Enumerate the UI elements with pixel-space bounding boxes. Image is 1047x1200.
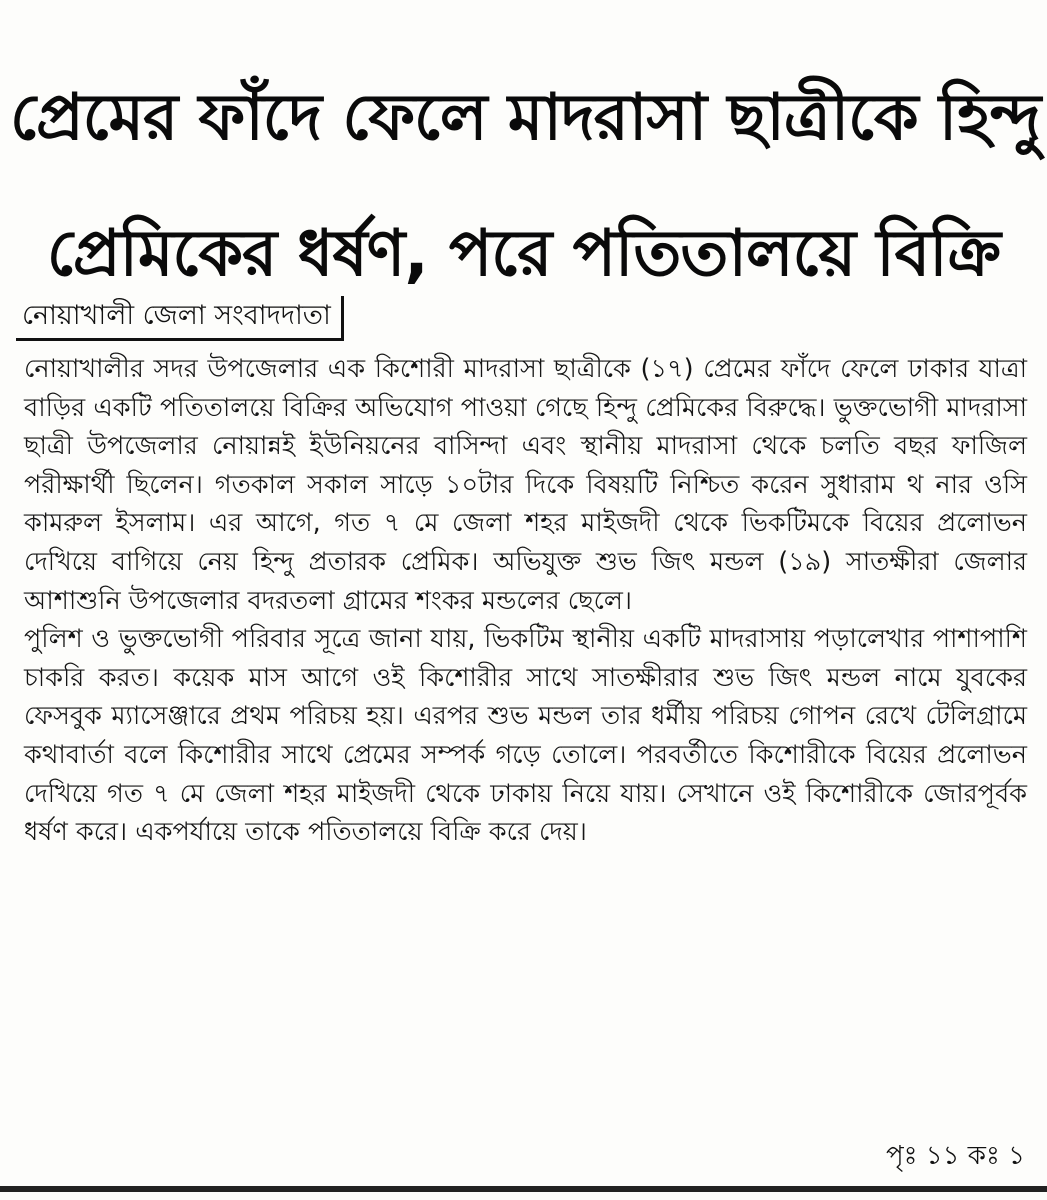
headline-line-1: প্রেমের ফাঁদে ফেলে মাদরাসা ছাত্রীকে হিন্দু: [10, 81, 1041, 155]
bottom-rule: [0, 1186, 1047, 1192]
byline: নোয়াখালী জেলা সংবাদদাতা: [16, 296, 344, 341]
continuation-reference: পৃঃ ১১ কঃ ১: [886, 1141, 1025, 1171]
headline-line-2: প্রেমিকের ধর্ষণ, পরে পতিতালয়ে বিক্রি: [46, 217, 1001, 291]
article-body: [24, 350, 1027, 852]
paragraph-1: নোয়াখালীর সদর উপজেলার এক কিশোরী মাদরাসা ছাত্রীকে (১৭) প্রেমের ফাঁদে ফেলে ঢাকার যাত্রা বাড়ির একটি পতিতালয়ে বিক্রির অভিযোগ পাওয়া গেছে হিন্দু প্রেমিকের বিরুদ্ধে। ভুক্তভোগী মাদরাসা ছাত্রী উপজেলার নোয়ান্নই ইউনিয়নের বাসিন্দা এবং স্থানীয় মাদরাসা থেকে চলতি বছর ফাজিল পরীক্ষার্থী ছিলেন। গতকাল সকাল সাড়ে ১০টার দিকে বিষয়টি নিশ্চিত করেন সুধারাম থ নার ওসি কামরুল ইসলাম। এর আগে, গত ৭ মে জেলা শহর মাইজদী থেকে ভিকটিমকে বিয়ের প্রলোভন দেখিয়ে বাগিয়ে নেয় হিন্দু প্রতারক প্রেমিক। অভিযুক্ত শুভ জিৎ মন্ডল (১৯) সাতক্ষীরা জেলার আশাশুনি উপজেলার বদরতলা গ্রামের শংকর মন্ডলের ছেলে।: [24, 354, 1027, 616]
headline: [0, 0, 1047, 322]
paragraph-2: পুলিশ ও ভুক্তভোগী পরিবার সূত্রে জানা যায়, ভিকটিম স্থানীয় একটি মাদরাসায় পড়ালেখার পাশাপাশি চাকরি করত। কয়েক মাস আগে ওই কিশোরীর সাথে সাতক্ষীরার শুভ জিৎ মন্ডল নামে যুবকের ফেসবুক ম্যাসেঞ্জারে প্রথম পরিচয় হয়। এরপর শুভ মন্ডল তার ধর্মীয় পরিচয় গোপন রেখে টেলিগ্রামে কথাবার্তা বলে কিশোরীর সাথে প্রেমের সম্পর্ক গড়ে তোলে। পরবর্তীতে কিশোরীকে বিয়ের প্রলোভন দেখিয়ে গত ৭ মে জেলা শহর মাইজদী থেকে ঢাকায় নিয়ে যায়। সেখানে ওই কিশোরীকে জোরপূর্বক ধর্ষণ করে। একপর্যায়ে তাকে পতিতালয়ে বিক্রি করে দেয়।: [24, 624, 1027, 848]
